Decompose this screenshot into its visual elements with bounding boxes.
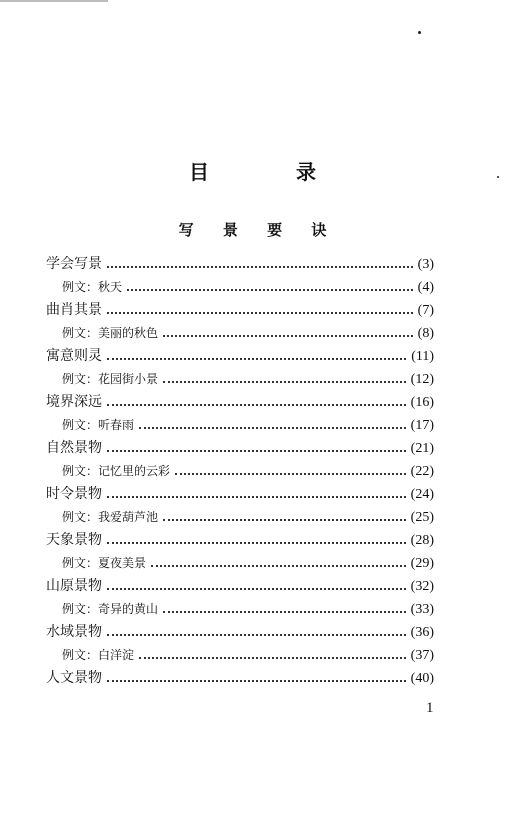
toc-entry[interactable] [46, 253, 434, 276]
dot-leader [127, 288, 413, 291]
dot-leader [107, 311, 413, 314]
toc-entry-label: 例文：听春雨 [62, 418, 135, 432]
toc-entry-page: (36) [410, 625, 434, 640]
dot-leader [107, 265, 413, 268]
toc-entry-label: 例文：白洋淀 [62, 648, 135, 662]
dot-leader [107, 357, 406, 360]
toc-entry-page: (4) [417, 280, 434, 295]
toc-entry-page: (17) [410, 418, 434, 433]
dot-leader [163, 610, 406, 613]
toc-entry-label: 例文：美丽的秋色 [62, 326, 159, 340]
scan-edge-line [0, 0, 108, 2]
toc-entry-label: 曲肖其景 [46, 302, 102, 318]
toc-entry-label: 例文：我爱葫芦池 [62, 510, 159, 524]
toc-entry-page: (11) [411, 349, 434, 364]
toc-entry-page: (3) [417, 257, 434, 272]
toc-entry-page: (28) [410, 533, 434, 548]
toc-entry[interactable] [46, 621, 434, 644]
toc-entry[interactable] [46, 299, 434, 322]
toc-entry-page: (33) [410, 602, 434, 617]
scan-speck [418, 31, 421, 34]
toc-subentry[interactable] [46, 552, 434, 575]
toc-entry-label: 境界深远 [46, 394, 102, 410]
toc-subentry[interactable] [46, 506, 434, 529]
toc-entry-page: (22) [410, 464, 434, 479]
toc-entry-page: (8) [417, 326, 434, 341]
dot-leader [139, 656, 406, 659]
dot-leader [175, 472, 406, 475]
toc-entry-label: 时令景物 [46, 486, 102, 502]
toc-entry-label: 例文：花园街小景 [62, 372, 159, 386]
dot-leader [107, 587, 406, 590]
dot-leader [163, 380, 406, 383]
toc-entry-page: (29) [410, 556, 434, 571]
dot-leader [139, 426, 406, 429]
toc-entry-page: (24) [410, 487, 434, 502]
toc-entry-label: 自然景物 [46, 440, 102, 456]
toc-entry-page: (7) [417, 303, 434, 318]
toc-entry[interactable] [46, 391, 434, 414]
dot-leader [163, 334, 413, 337]
toc-entry-page: (37) [410, 648, 434, 663]
table-of-contents [46, 253, 434, 690]
toc-entry[interactable] [46, 483, 434, 506]
toc-entry[interactable] [46, 667, 434, 690]
page-title: 目 录 [189, 160, 356, 184]
toc-subentry[interactable] [46, 598, 434, 621]
toc-subentry[interactable] [46, 276, 434, 299]
toc-subentry[interactable] [46, 322, 434, 345]
toc-entry-label: 例文：记忆里的云彩 [62, 464, 171, 478]
toc-entry-label: 学会写景 [46, 256, 102, 272]
dot-leader [107, 633, 406, 636]
toc-subentry[interactable] [46, 368, 434, 391]
toc-entry[interactable] [46, 529, 434, 552]
page-number: 1 [426, 700, 434, 716]
dot-leader [163, 518, 406, 521]
toc-subentry[interactable] [46, 414, 434, 437]
toc-entry-page: (12) [410, 372, 434, 387]
toc-entry-label: 寓意则灵 [46, 348, 102, 364]
dot-leader [107, 495, 406, 498]
toc-entry-label: 人文景物 [46, 670, 102, 686]
toc-entry[interactable] [46, 345, 434, 368]
dot-leader [107, 403, 406, 406]
dot-leader [151, 564, 406, 567]
dot-leader [107, 679, 406, 682]
toc-entry[interactable] [46, 437, 434, 460]
toc-entry-label: 例文：夏夜美景 [62, 556, 147, 570]
toc-subentry[interactable] [46, 460, 434, 483]
toc-entry-page: (40) [410, 671, 434, 686]
toc-entry-page: (21) [410, 441, 434, 456]
toc-entry-label: 水域景物 [46, 624, 102, 640]
toc-entry-page: (16) [410, 395, 434, 410]
toc-entry-page: (25) [410, 510, 434, 525]
toc-entry-label: 天象景物 [46, 532, 102, 548]
dot-leader [107, 449, 406, 452]
toc-entry-label: 山原景物 [46, 578, 102, 594]
toc-entry[interactable] [46, 575, 434, 598]
toc-entry-label: 例文：秋天 [62, 280, 123, 294]
section-heading: 写 景 要 诀 [178, 221, 339, 239]
toc-entry-page: (32) [410, 579, 434, 594]
toc-subentry[interactable] [46, 644, 434, 667]
dot-leader [107, 541, 406, 544]
toc-entry-label: 例文：奇异的黄山 [62, 602, 159, 616]
